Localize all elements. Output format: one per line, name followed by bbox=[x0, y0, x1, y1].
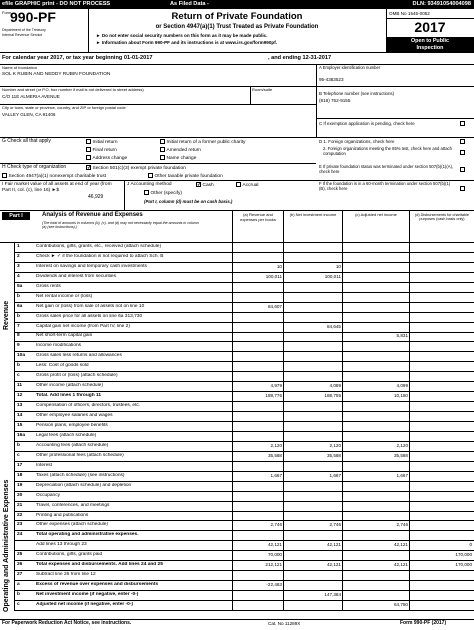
table-row bbox=[0, 600, 474, 610]
col-a-cell[interactable]: -22,463 bbox=[266, 582, 282, 588]
col-d-cell[interactable]: 170,000 bbox=[455, 552, 472, 558]
exemption-pending-checkbox[interactable] bbox=[460, 121, 465, 126]
row-number: 11 bbox=[17, 383, 23, 389]
table-row bbox=[0, 411, 474, 421]
col-a-cell[interactable]: 100,011 bbox=[265, 273, 282, 279]
row-label: Total. Add lines 1 through 11 bbox=[36, 393, 102, 399]
col-a-cell[interactable]: 84,607 bbox=[267, 303, 282, 309]
row-label: Other employee salaries and wages bbox=[36, 413, 113, 419]
row-number: 7 bbox=[17, 323, 20, 329]
table-row bbox=[0, 292, 474, 302]
initial-return-option[interactable]: Initial return bbox=[86, 139, 118, 145]
row-number: c bbox=[17, 452, 20, 458]
table-row bbox=[0, 361, 474, 371]
col-a-cell[interactable]: 35,588 bbox=[267, 452, 282, 458]
col-c-cell[interactable]: 42,121 bbox=[393, 562, 408, 568]
table-row bbox=[0, 351, 474, 361]
col-c-cell[interactable]: 64,750 bbox=[393, 602, 408, 608]
instructions-link[interactable]: ► Information about Form 990-PF and its instructions is at www.irs.gov/form990pf. bbox=[96, 40, 278, 45]
row-number: 27 bbox=[17, 572, 23, 578]
row-label: Depreciation (attach schedule) and depletion bbox=[36, 482, 132, 488]
ssn-warning: ► Do not enter social security numbers on this form as it may be made public. bbox=[96, 33, 268, 38]
omb-number: OMB No 1545-0052 bbox=[389, 11, 430, 16]
col-d-cell[interactable]: 0 bbox=[469, 542, 472, 548]
col-a-cell[interactable]: 189,776 bbox=[265, 393, 282, 399]
table-row bbox=[0, 580, 474, 590]
efile-banner bbox=[0, 0, 474, 9]
col-b-cell[interactable]: 42,121 bbox=[326, 542, 341, 548]
row-number: 13 bbox=[17, 403, 23, 409]
row-label: Gross sales price for all assets on line 6a 313,730 bbox=[36, 313, 143, 319]
row-number: 23 bbox=[17, 522, 23, 528]
table-row bbox=[0, 252, 474, 262]
col-b-cell[interactable]: 2,120 bbox=[329, 442, 341, 448]
table-row bbox=[0, 431, 474, 441]
exempt-pf-option[interactable]: ✓ Section 501(c)(3) exempt private foundation bbox=[86, 165, 186, 171]
table-row bbox=[0, 501, 474, 511]
open-public-badge: Open to Public Inspection bbox=[386, 37, 474, 52]
row-number: b bbox=[17, 592, 20, 598]
foreign-org-label: D 1. Foreign organizations, check here bbox=[319, 139, 395, 144]
col-b-cell[interactable]: 84,645 bbox=[326, 323, 341, 329]
dept-treasury: Department of the Treasury bbox=[2, 28, 46, 32]
row-number: 25 bbox=[17, 552, 23, 558]
row-number: c bbox=[17, 602, 20, 608]
col-b-cell[interactable]: 147,384 bbox=[324, 592, 341, 598]
exempt-pf-checkbox[interactable] bbox=[86, 165, 91, 170]
foundation-name[interactable]: SOL K RUBIN AND NEDDY RUBIN FOUNDATION bbox=[2, 72, 111, 77]
final-return-checkbox[interactable] bbox=[86, 147, 91, 152]
col-c-header: (c) Adjusted net income bbox=[355, 212, 397, 217]
foreign-85-checkbox[interactable] bbox=[460, 150, 465, 155]
table-row bbox=[0, 520, 474, 530]
other-taxable-option[interactable]: Other taxable private foundation bbox=[148, 173, 223, 179]
former-public-charity-checkbox[interactable] bbox=[160, 139, 165, 144]
row-number: 4 bbox=[17, 273, 20, 279]
table-row bbox=[0, 272, 474, 282]
table-row bbox=[0, 421, 474, 431]
col-b-cell[interactable]: 2,746 bbox=[329, 522, 341, 528]
form-title: Return of Private Foundation bbox=[171, 11, 303, 22]
row-number: 18 bbox=[17, 472, 23, 478]
city-label: City or town, state or province, country, and ZIP or foreign postal code bbox=[2, 105, 126, 110]
col-b-cell[interactable]: 4,089 bbox=[329, 383, 341, 389]
accounting-method-label: J Accounting method bbox=[127, 182, 172, 187]
row-label: Net investment income (if negative, enter -0-) bbox=[36, 592, 139, 598]
address-label: Number and street (or P.O. box number if mail is not delivered to street address) bbox=[2, 87, 144, 92]
row-label: Less: Cost of goods sold bbox=[36, 363, 89, 369]
col-a-cell[interactable]: 42,121 bbox=[267, 542, 282, 548]
part-one-title: Analysis of Revenue and Expenses bbox=[42, 212, 143, 218]
row-label: Gross sales less returns and allowances bbox=[36, 353, 122, 359]
row-number: 9 bbox=[17, 343, 20, 349]
row-number: 1 bbox=[17, 243, 20, 249]
cash-checkbox[interactable] bbox=[196, 182, 201, 187]
row-label: Add lines 13 through 23 bbox=[36, 542, 87, 548]
col-b-cell[interactable]: 42,121 bbox=[326, 562, 341, 568]
row-number: a bbox=[17, 582, 20, 588]
row-number: 15 bbox=[17, 422, 23, 428]
accrual-option[interactable]: Accrual bbox=[236, 182, 259, 188]
row-label: Total expenses and disbursements. Add lines 24 and 25 bbox=[36, 562, 163, 568]
calendar-ending: , and ending 12-31-2017 bbox=[268, 55, 332, 61]
foundation-name-label: Name of foundation bbox=[2, 65, 37, 70]
form-subtitle: or Section 4947(a)(1) Trust Treated as Private Foundation bbox=[155, 24, 319, 30]
efile-notice: efile GRAPHIC print - DO NOT PROCESS bbox=[2, 1, 111, 8]
table-row bbox=[0, 391, 474, 401]
row-label: Travel, conferences, and meetings bbox=[36, 502, 110, 508]
row-label: Pension plans, employee benefits bbox=[36, 422, 108, 428]
table-row bbox=[0, 341, 474, 351]
address-change-option[interactable]: Address change bbox=[86, 155, 127, 161]
table-row bbox=[0, 511, 474, 521]
col-c-cell[interactable]: 42,121 bbox=[393, 542, 408, 548]
row-label: Subtract line 26 from line 12 bbox=[36, 572, 96, 578]
row-number: 3 bbox=[17, 263, 20, 269]
other-method-option[interactable]: Other (specify) bbox=[144, 190, 182, 196]
col-a-cell[interactable]: 2,746 bbox=[270, 522, 282, 528]
name-change-checkbox[interactable] bbox=[160, 155, 165, 160]
col-a-cell[interactable]: 212,121 bbox=[265, 562, 282, 568]
cash-option[interactable]: ✓ Cash bbox=[196, 182, 214, 188]
table-row bbox=[0, 381, 474, 391]
row-label: Printing and publications bbox=[36, 512, 89, 518]
table-row bbox=[0, 550, 474, 560]
foreign-85-label: 2. Foreign organizations meeting the 85% test, check here and attach computation bbox=[323, 146, 452, 156]
row-number: 16a bbox=[17, 432, 26, 438]
col-b-cell[interactable]: 1,667 bbox=[329, 472, 341, 478]
revenue-side-label: Revenue bbox=[3, 300, 10, 330]
row-label: Excess of revenue over expenses and disbursements bbox=[36, 582, 159, 588]
row-number: 26 bbox=[17, 562, 23, 568]
col-b-header: (b) Net investment income bbox=[289, 212, 337, 217]
foreign-org-checkbox[interactable] bbox=[460, 139, 465, 144]
col-b-cell[interactable]: 100,011 bbox=[324, 273, 341, 279]
row-number: 19 bbox=[17, 482, 23, 488]
other-method-checkbox[interactable] bbox=[144, 190, 149, 195]
part-one-description: (The total of amounts in columns (b), (c), and (d) may not necessarily equal the amounts in column (a) (see instructions).) bbox=[42, 221, 199, 230]
table-row bbox=[0, 540, 474, 550]
fair-market-value-label: I Fair market value of all assets at end of year (from Part II, col. (c), line 16) ►$ bbox=[2, 182, 112, 194]
phone-value[interactable]: (818) 752-9155 bbox=[319, 98, 351, 103]
row-label: Other expenses (attach schedule) bbox=[36, 522, 108, 528]
col-c-cell[interactable]: 1,667 bbox=[396, 472, 408, 478]
table-row bbox=[0, 471, 474, 481]
form-prefix: Form bbox=[2, 10, 12, 15]
table-row bbox=[0, 451, 474, 461]
table-row bbox=[0, 461, 474, 471]
col-c-cell[interactable]: 4,099 bbox=[396, 383, 408, 389]
calendar-year: For calendar year 2017, or tax year beginning 01-01-2017 bbox=[2, 55, 153, 61]
city-value[interactable]: VALLEY GLEN, CA 91406 bbox=[2, 112, 56, 117]
row-label: Interest on savings and temporary cash investments bbox=[36, 263, 147, 269]
row-label: Taxes (attach schedule) (see instructions) bbox=[36, 472, 125, 478]
row-label: Net gain or (loss) from sale of assets not on line 10 bbox=[36, 303, 145, 309]
row-number: 12 bbox=[17, 393, 23, 399]
table-row bbox=[0, 312, 474, 322]
row-number: 5a bbox=[17, 283, 23, 289]
row-label: Other income (attach schedule) bbox=[36, 383, 103, 389]
row-number: b bbox=[17, 363, 20, 369]
row-label: Gross rents bbox=[36, 283, 61, 289]
table-row bbox=[0, 371, 474, 381]
col-c-cell[interactable]: 2,746 bbox=[396, 522, 408, 528]
table-row bbox=[0, 590, 474, 600]
col-a-cell[interactable]: 2,120 bbox=[270, 442, 282, 448]
accrual-checkbox[interactable] bbox=[236, 182, 241, 187]
row-label: Capital gain net income (from Part IV, line 2) bbox=[36, 323, 130, 329]
row-label: Contributions, gifts, grants, etc., received (attach schedule) bbox=[36, 243, 162, 249]
table-row bbox=[0, 302, 474, 312]
row-label: Adjusted net income (if negative, enter -0-) bbox=[36, 602, 134, 608]
col-a-cell[interactable]: 70,000 bbox=[267, 552, 282, 558]
table-row bbox=[0, 282, 474, 292]
initial-return-checkbox[interactable] bbox=[86, 139, 91, 144]
tax-year: 2017 bbox=[414, 19, 446, 35]
name-change-option[interactable]: Name change bbox=[160, 155, 196, 161]
row-number: 17 bbox=[17, 462, 23, 468]
col-d-header: (d) Disbursements for charitable purposes (cash basis only) bbox=[414, 213, 470, 222]
ein-value[interactable]: 95-4383523 bbox=[319, 77, 344, 82]
table-row bbox=[0, 242, 474, 252]
row-label: Income modifications bbox=[36, 343, 82, 349]
col-d-cell[interactable]: 170,000 bbox=[455, 562, 472, 568]
fair-market-value[interactable]: 46,929 bbox=[88, 194, 104, 200]
part-one-tag: Part I bbox=[2, 212, 30, 220]
table-row bbox=[0, 570, 474, 580]
table-row bbox=[0, 481, 474, 491]
row-label: Legal fees (attach schedule) bbox=[36, 432, 97, 438]
col-c-cell[interactable]: 5,831 bbox=[396, 333, 408, 339]
col-c-cell[interactable]: 10,150 bbox=[393, 393, 408, 399]
room-suite-label: Room/suite bbox=[252, 87, 273, 92]
nonexempt-trust-checkbox[interactable] bbox=[2, 173, 7, 178]
table-row bbox=[0, 322, 474, 332]
termination-checkbox[interactable] bbox=[460, 186, 465, 191]
row-label: Check ► ✓ if the foundation is not required to attach Sch. B bbox=[36, 253, 164, 259]
part-one-table bbox=[0, 242, 474, 610]
form-number: 990-PF bbox=[10, 9, 56, 25]
status-terminated-checkbox[interactable] bbox=[460, 167, 465, 172]
row-label: Net short-term capital gain bbox=[36, 333, 93, 339]
dln-number: DLN: 93491054004098 bbox=[412, 1, 471, 8]
row-number: 22 bbox=[17, 512, 23, 518]
expenses-side-label: Operating and Administrative Expenses bbox=[3, 479, 10, 612]
row-label: Total operating and administrative expenses. bbox=[36, 532, 139, 538]
row-label: Other professional fees (attach schedule) bbox=[36, 452, 124, 458]
row-label: Interest bbox=[36, 462, 52, 468]
row-label: Compensation of officers, directors, trustees, etc. bbox=[36, 403, 141, 409]
row-number: 10a bbox=[17, 353, 26, 359]
row-number: 21 bbox=[17, 502, 23, 508]
table-row bbox=[0, 530, 474, 540]
check-all-label: G Check all that apply bbox=[2, 138, 51, 144]
row-label: Occupancy bbox=[36, 492, 60, 498]
row-number: b bbox=[17, 293, 20, 299]
row-number: b bbox=[17, 313, 20, 319]
row-number: 6a bbox=[17, 303, 23, 309]
nonexempt-trust-option[interactable]: Section 4947(a)(1) nonexempt charitable trust bbox=[2, 173, 106, 179]
termination-label: F If the foundation is in a 60-month termination under section 507(b)(1)(B), check here bbox=[319, 181, 451, 191]
row-number: b bbox=[17, 442, 20, 448]
ein-label: A Employer identification number bbox=[319, 65, 381, 70]
filed-data-label: As Filed Data - bbox=[170, 1, 209, 8]
other-taxable-checkbox[interactable] bbox=[148, 173, 153, 178]
former-public-charity-option[interactable]: Initial return of a former public charity bbox=[160, 139, 245, 145]
row-number: 14 bbox=[17, 413, 23, 419]
final-return-option[interactable]: Final return bbox=[86, 147, 117, 153]
table-row bbox=[0, 401, 474, 411]
street-address[interactable]: C/O 11E ALMERIA AVENUE bbox=[2, 94, 60, 99]
col-a-cell[interactable]: 10 bbox=[276, 263, 282, 269]
row-label: Accounting fees (attach schedule) bbox=[36, 442, 109, 448]
row-label: Dividends and interest from securities bbox=[36, 273, 116, 279]
row-label: Contributions, gifts, grants paid bbox=[36, 552, 103, 558]
col-b-cell[interactable]: 35,588 bbox=[326, 452, 341, 458]
status-terminated-label: E If private foundation status was terminated under section 507(b)(1)(A), check here bbox=[319, 164, 454, 174]
cash-basis-note: (Part I, column (d) must be on cash basis.) bbox=[144, 199, 233, 204]
row-number: 8 bbox=[17, 333, 20, 339]
row-number: c bbox=[17, 373, 20, 379]
col-a-cell[interactable]: 4,979 bbox=[270, 383, 282, 389]
row-number: 2 bbox=[17, 253, 20, 259]
col-b-cell[interactable]: 10 bbox=[335, 263, 341, 269]
col-a-header: (a) Revenue and expenses per books bbox=[240, 212, 276, 222]
col-b-cell[interactable]: 188,755 bbox=[324, 393, 341, 399]
row-number: 24 bbox=[17, 532, 23, 538]
row-label: Net rental income or (loss) bbox=[36, 293, 93, 299]
org-type-label: H Check type of organization bbox=[2, 164, 67, 170]
exemption-pending-label: C If exemption application is pending, check here bbox=[319, 121, 415, 126]
catalog-number: Cat. No 11289X bbox=[268, 621, 301, 626]
address-change-checkbox[interactable] bbox=[86, 155, 91, 160]
col-c-cell[interactable]: 2,120 bbox=[396, 442, 408, 448]
irs-label: Internal Revenue Service bbox=[2, 33, 43, 37]
table-row bbox=[0, 332, 474, 342]
table-row bbox=[0, 262, 474, 272]
row-number: 20 bbox=[17, 492, 23, 498]
table-row bbox=[0, 491, 474, 501]
form-footer-id: Form 990-PF (2017) bbox=[400, 620, 447, 626]
phone-label: B Telephone number (see instructions) bbox=[319, 91, 395, 96]
table-row bbox=[0, 560, 474, 570]
col-a-cell[interactable]: 1,667 bbox=[270, 472, 282, 478]
amended-return-option[interactable]: Amended return bbox=[160, 147, 201, 153]
table-row bbox=[0, 441, 474, 451]
col-c-cell[interactable]: 35,588 bbox=[393, 452, 408, 458]
paperwork-notice: For Paperwork Reduction Act Notice, see instructions. bbox=[2, 620, 132, 626]
amended-return-checkbox[interactable] bbox=[160, 147, 165, 152]
row-label: Gross profit or (loss) (attach schedule) bbox=[36, 373, 118, 379]
